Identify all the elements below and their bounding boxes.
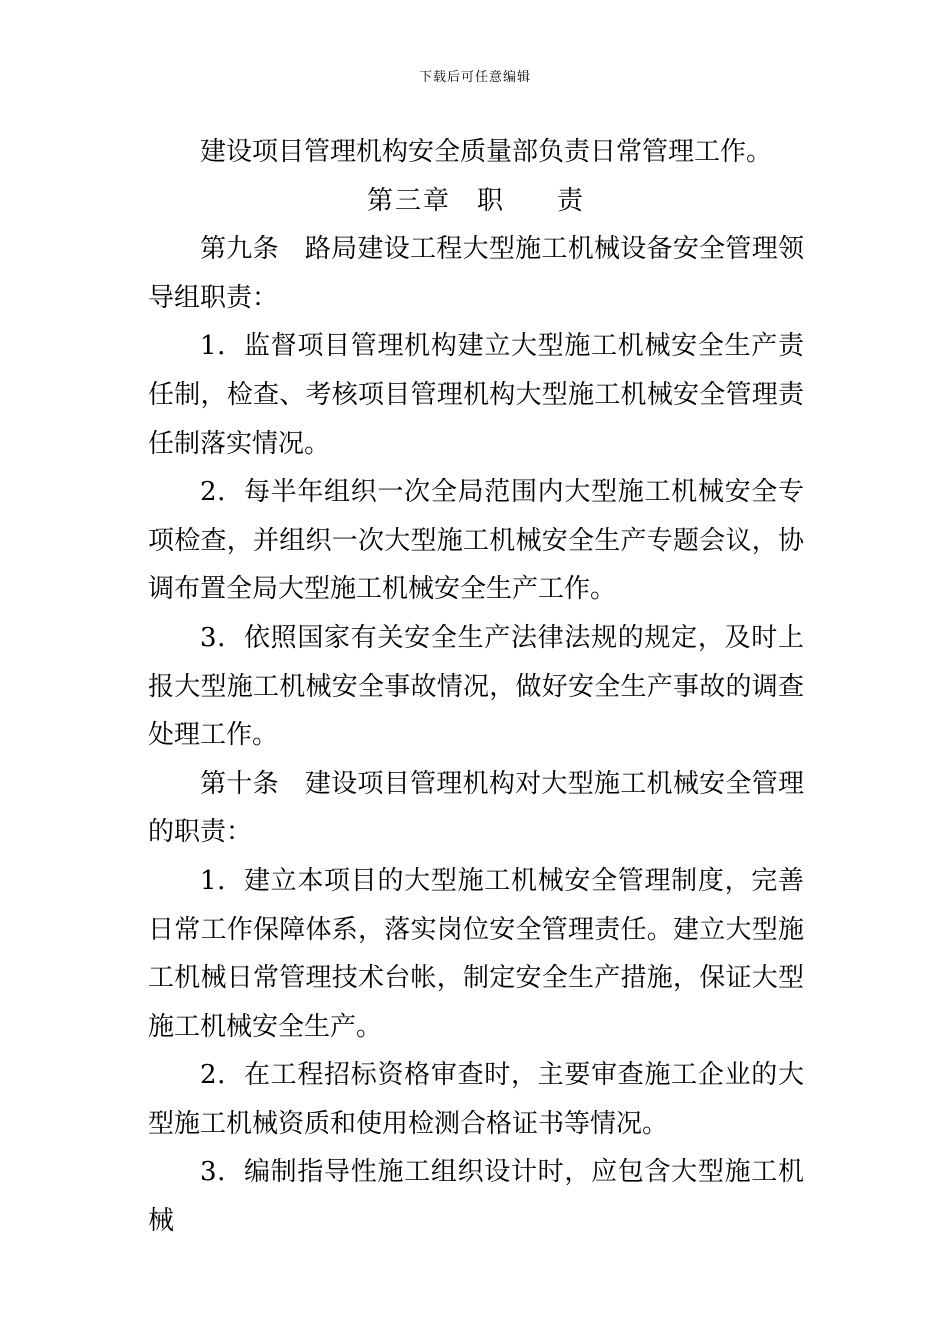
article-9-item-2: 2．每半年组织一次全局范围内大型施工机械安全专项检查，并组织一次大型施工机械安全生产专题会议，协调布置全局大型施工机械安全生产工作。 (148, 477, 804, 605)
article-9-heading (148, 225, 804, 322)
article-10-item-3: 3．编制指导性施工组织设计时，应包含大型施工机械 (148, 1157, 804, 1237)
chapter-number: 第三章 (366, 185, 451, 216)
article-10-number: 第十条 (200, 768, 279, 799)
chapter-heading (148, 177, 804, 226)
article-10-heading-text: 建设项目管理机构对大型施工机械安全管理的职责： (148, 768, 804, 848)
article-9-number: 第九条 (200, 234, 279, 265)
document-body (148, 128, 804, 1246)
chapter-title-part2: 责 (557, 185, 586, 216)
intro-paragraph: 建设项目管理机构安全质量部负责日常管理工作。 (200, 137, 773, 167)
article-10-item-1: 1．建立本项目的大型施工机械安全管理制度，完善日常工作保障体系，落实岗位安全管理责任。建立大型施工机械日常管理技术台帐，制定安全生产措施，保证大型施工机械安全生产。 (148, 865, 804, 1042)
article-10-heading (148, 760, 804, 857)
chapter-title-part1: 职 (476, 185, 505, 216)
article-9-heading-text: 路局建设工程大型施工机械设备安全管理领导组职责： (148, 234, 804, 313)
article-9-item-3: 3．依照国家有关安全生产法律法规的规定，及时上报大型施工机械安全事故情况，做好安全生产事故的调查处理工作。 (148, 622, 804, 751)
article-9-item-1: 1．监督项目管理机构建立大型施工机械安全生产责任制，检查、考核项目管理机构大型施工机械安全管理责任制落实情况。 (148, 331, 804, 459)
page-header-note: 下载后可任意编辑 (418, 70, 531, 85)
article-10-item-2: 2．在工程招标资格审查时，主要审查施工企业的大型施工机械资质和使用检测合格证书等情况。 (148, 1060, 804, 1139)
